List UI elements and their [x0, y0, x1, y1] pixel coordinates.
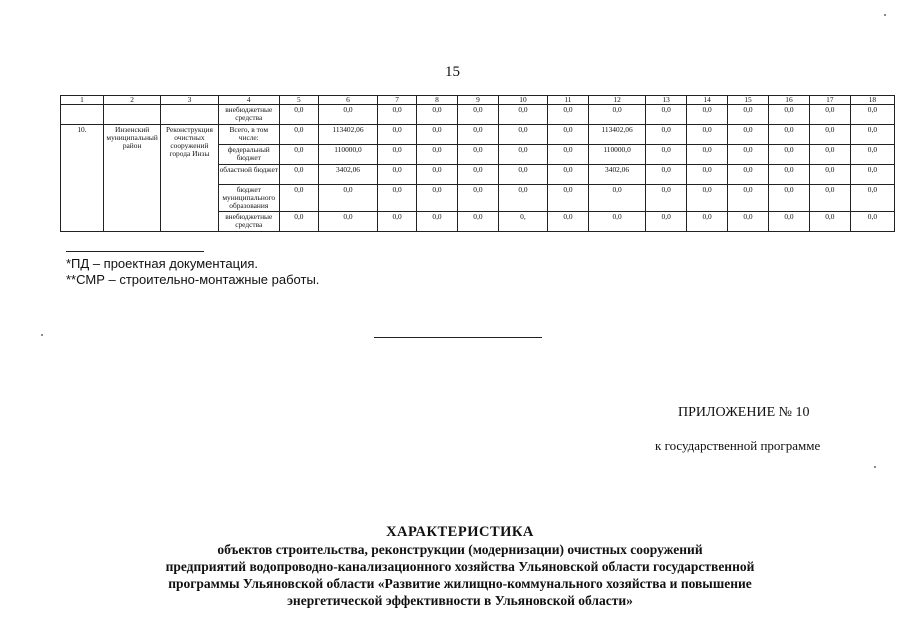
column-header: 15: [728, 96, 769, 105]
value-cell: 0,0: [809, 185, 850, 212]
value-cell: 0,0: [417, 212, 458, 232]
scan-speck: [874, 466, 876, 468]
column-header: 5: [279, 96, 318, 105]
value-cell: 3402,06: [318, 165, 377, 185]
funding-source-cell: Всего, в том числе:: [218, 125, 279, 145]
project-cell: Реконструкция очистных сооружений города Инзы: [161, 125, 218, 232]
value-cell: 0,0: [809, 105, 850, 125]
municipality-cell: Инзенский муниципальный район: [103, 125, 160, 232]
section-divider: [374, 337, 542, 338]
table-row: [61, 125, 895, 145]
value-cell: 0,0: [548, 212, 589, 232]
scan-speck: [41, 334, 43, 336]
value-cell: 0,0: [279, 165, 318, 185]
value-cell: 0,0: [498, 105, 547, 125]
value-cell: 0,0: [548, 105, 589, 125]
value-cell: 0,0: [498, 125, 547, 145]
column-header: 8: [417, 96, 458, 105]
value-cell: 0,0: [646, 125, 687, 145]
value-cell: 0,0: [728, 212, 769, 232]
footnote-divider: [66, 251, 204, 252]
entry-number-cell: 10.: [61, 125, 104, 232]
value-cell: 110000,0: [588, 145, 645, 165]
value-cell: 0,0: [728, 105, 769, 125]
value-cell: 0,0: [768, 145, 809, 165]
value-cell: 0,0: [457, 125, 498, 145]
value-cell: 0,0: [417, 165, 458, 185]
value-cell: 0,0: [279, 145, 318, 165]
funding-source-cell: федеральный бюджет: [218, 145, 279, 165]
value-cell: 0,0: [457, 145, 498, 165]
value-cell: 0,0: [646, 145, 687, 165]
page-number: 15: [445, 64, 460, 80]
value-cell: 0,0: [417, 145, 458, 165]
value-cell: 0,0: [457, 185, 498, 212]
value-cell: 0,0: [850, 105, 894, 125]
value-cell: 0,0: [728, 125, 769, 145]
value-cell: 0,0: [687, 125, 728, 145]
value-cell: 0,0: [279, 185, 318, 212]
column-header: 11: [548, 96, 589, 105]
table-header-row: [61, 96, 895, 105]
value-cell: 113402,06: [318, 125, 377, 145]
value-cell: 0,0: [768, 165, 809, 185]
value-cell: 0,0: [378, 212, 417, 232]
column-header: 7: [378, 96, 417, 105]
value-cell: 0,0: [646, 165, 687, 185]
heading-title: ХАРАКТЕРИСТИКА: [386, 524, 534, 540]
empty-cell: [61, 105, 104, 125]
value-cell: 0,0: [417, 125, 458, 145]
value-cell: 0,0: [279, 212, 318, 232]
column-header: 9: [457, 96, 498, 105]
value-cell: 0,0: [768, 212, 809, 232]
value-cell: 0,0: [279, 105, 318, 125]
column-header: 3: [161, 96, 218, 105]
funding-source-cell: областной бюджет: [218, 165, 279, 185]
value-cell: 0,0: [548, 185, 589, 212]
heading-line: программы Ульяновской области «Развитие жилищно-коммунального хозяйства и повышение: [168, 576, 752, 591]
value-cell: 0,0: [498, 145, 547, 165]
value-cell: 0,0: [850, 212, 894, 232]
value-cell: 0,0: [548, 145, 589, 165]
value-cell: 0,0: [850, 165, 894, 185]
scan-speck: [884, 14, 886, 16]
value-cell: 0,0: [768, 125, 809, 145]
value-cell: 0,0: [457, 212, 498, 232]
value-cell: 0,0: [378, 125, 417, 145]
value-cell: 0,0: [809, 212, 850, 232]
value-cell: 0,0: [498, 165, 547, 185]
appendix-title: ПРИЛОЖЕНИЕ № 10: [678, 405, 810, 420]
value-cell: 0,0: [378, 145, 417, 165]
value-cell: 0,0: [687, 185, 728, 212]
column-header: 17: [809, 96, 850, 105]
value-cell: 0,0: [318, 185, 377, 212]
value-cell: 0,0: [850, 185, 894, 212]
table-row: [61, 105, 895, 125]
value-cell: 0,0: [768, 105, 809, 125]
value-cell: 0,0: [588, 212, 645, 232]
column-header: 2: [103, 96, 160, 105]
footnote-smr: **СМР – строительно-монтажные работы.: [66, 272, 320, 287]
empty-cell: [103, 105, 160, 125]
value-cell: 0,0: [687, 145, 728, 165]
column-header: 6: [318, 96, 377, 105]
column-header: 1: [61, 96, 104, 105]
footnote-pd: *ПД – проектная документация.: [66, 256, 258, 271]
column-header: 18: [850, 96, 894, 105]
value-cell: 0,0: [768, 185, 809, 212]
column-header: 16: [768, 96, 809, 105]
column-header: 10: [498, 96, 547, 105]
value-cell: 0,0: [318, 105, 377, 125]
value-cell: 0,0: [728, 165, 769, 185]
value-cell: 0,0: [809, 125, 850, 145]
value-cell: 0,0: [457, 165, 498, 185]
value-cell: 0,0: [378, 105, 417, 125]
value-cell: 0,0: [417, 185, 458, 212]
value-cell: 3402,06: [588, 165, 645, 185]
budget-table: [60, 95, 895, 232]
value-cell: 0,0: [378, 165, 417, 185]
value-cell: 113402,06: [588, 125, 645, 145]
value-cell: 0,0: [548, 125, 589, 145]
value-cell: 0,0: [687, 105, 728, 125]
value-cell: 0,0: [279, 125, 318, 145]
funding-source-cell: внебюджетные средства: [218, 212, 279, 232]
funding-source-cell: внебюджетные средства: [218, 105, 279, 125]
appendix-subtitle: к государственной программе: [655, 438, 821, 453]
value-cell: 0,0: [417, 105, 458, 125]
value-cell: 0,0: [588, 105, 645, 125]
column-header: 12: [588, 96, 645, 105]
column-header: 4: [218, 96, 279, 105]
column-header: 14: [687, 96, 728, 105]
funding-source-cell: бюджет муниципального образования: [218, 185, 279, 212]
value-cell: 0,0: [318, 212, 377, 232]
value-cell: 0,0: [850, 125, 894, 145]
value-cell: 0,0: [646, 185, 687, 212]
document-heading: [60, 524, 860, 609]
value-cell: 0,0: [728, 185, 769, 212]
empty-cell: [161, 105, 218, 125]
value-cell: 0,0: [457, 105, 498, 125]
value-cell: 0,0: [378, 185, 417, 212]
heading-line: объектов строительства, реконструкции (модернизации) очистных сооружений: [217, 542, 703, 557]
value-cell: 0,0: [646, 105, 687, 125]
value-cell: 0,0: [687, 212, 728, 232]
value-cell: 0,0: [498, 185, 547, 212]
value-cell: 110000,0: [318, 145, 377, 165]
value-cell: 0,0: [646, 212, 687, 232]
heading-line: предприятий водопроводно-канализационного хозяйства Ульяновской области государственной: [165, 559, 755, 574]
value-cell: 0,0: [728, 145, 769, 165]
value-cell: 0,0: [850, 145, 894, 165]
value-cell: 0,0: [687, 165, 728, 185]
value-cell: 0,: [498, 212, 547, 232]
value-cell: 0,0: [548, 165, 589, 185]
value-cell: 0,0: [809, 165, 850, 185]
heading-line: энергетической эффективности в Ульяновской области»: [287, 593, 633, 608]
value-cell: 0,0: [809, 145, 850, 165]
column-header: 13: [646, 96, 687, 105]
value-cell: 0,0: [588, 185, 645, 212]
